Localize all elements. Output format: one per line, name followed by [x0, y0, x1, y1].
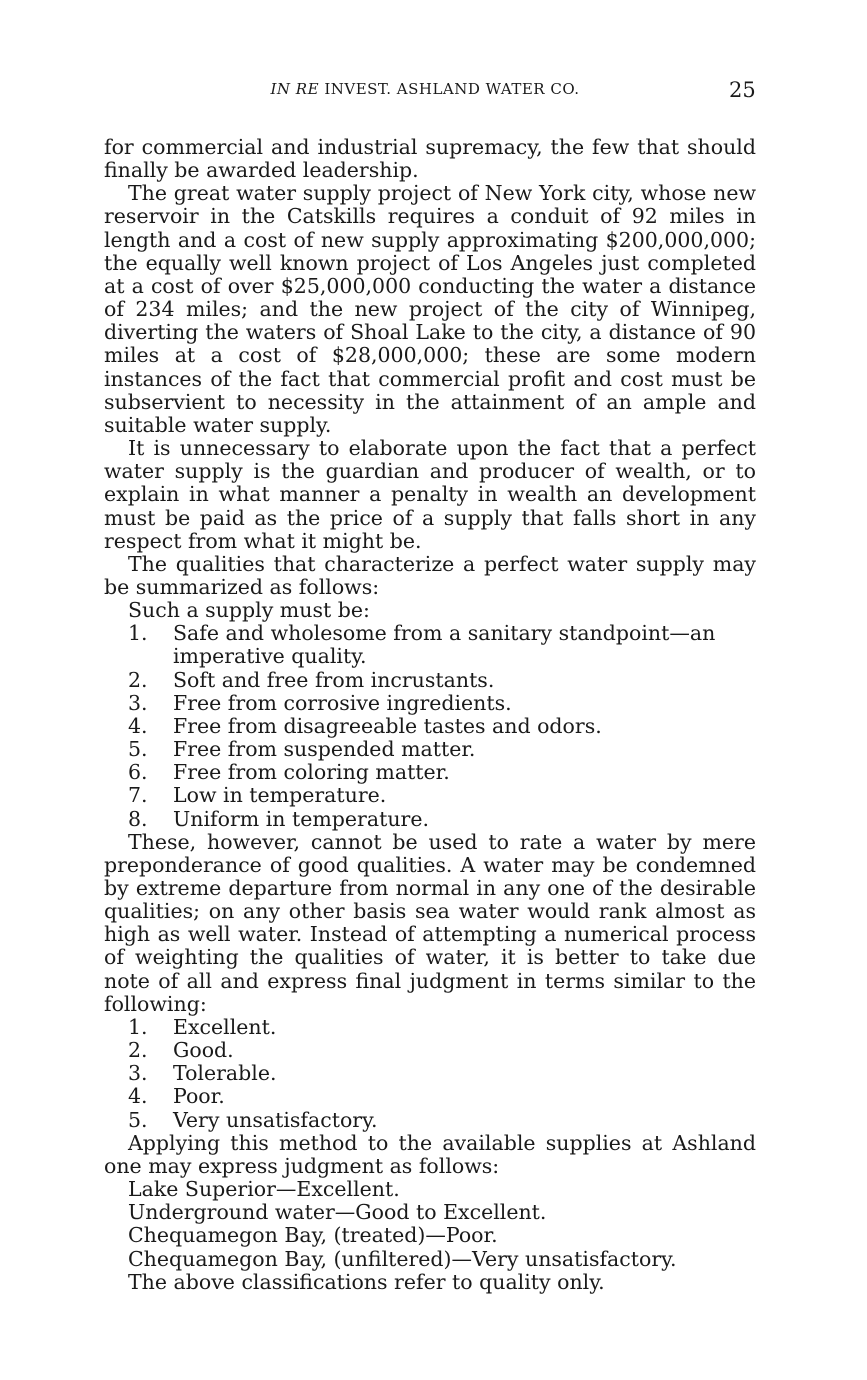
- list-item-text: Tolerable.: [173, 1061, 277, 1086]
- paragraph-qualities-intro: The qualities that characterize a perfect water supply may be summarized as follows:: [104, 551, 756, 599]
- judgment-line: Chequamegon Bay, (unfiltered)—Very unsatisfactory.: [128, 1246, 677, 1271]
- list-item-number: 3.: [128, 690, 148, 715]
- list-item-text: Soft and free from incrustants.: [173, 667, 495, 692]
- list-item-text: Poor.: [173, 1084, 225, 1109]
- list-item-number: 1.: [128, 621, 148, 646]
- list-item-text: Good.: [173, 1038, 234, 1063]
- list-item: [104, 1062, 756, 1085]
- qualities-list: [104, 622, 756, 830]
- list-item: [104, 1016, 756, 1039]
- list-item-text: Safe and wholesome from a sanitary standpoint—an imperative quality.: [173, 621, 716, 669]
- list-item: [104, 622, 756, 668]
- judgment-line: Underground water—Good to Excellent.: [128, 1200, 547, 1225]
- list-item: [104, 808, 756, 831]
- list-item-number: 4.: [128, 1084, 148, 1109]
- page-header: [0, 78, 867, 108]
- paragraph-ashland-judgment: Applying this method to the available supplies at Ashland one may express judgment as follows:: [104, 1130, 756, 1178]
- list-item-text: Low in temperature.: [173, 783, 387, 808]
- list-item: [104, 784, 756, 807]
- paragraph-continuation: for commercial and industrial supremacy, the few that should finally be awarded leadership.: [104, 135, 756, 183]
- list-item: [104, 669, 756, 692]
- list-item: [104, 692, 756, 715]
- judgment-line: Lake Superior—Excellent.: [128, 1177, 400, 1202]
- list-item-number: 1.: [128, 1014, 148, 1039]
- list-item-number: 4.: [128, 713, 148, 738]
- paragraph-water-projects: The great water supply project of New York city, whose new reservoir in the Catskills requires a conduit of 92 miles in length and a cost of new supply approximating $200,000,000; the equally well known project of Los Angeles just completed at a cost of over $25,000,000 conducting the water a distance of 234 miles; and the new project of the city of Winnipeg, diverting the waters of Shoal Lake to the city, a distance of 90 miles at a cost of $28,000,000; these are some modern instances of the fact that commercial profit and cost must be subservient to necessity in the attainment of an ample and suitable water supply.: [104, 181, 756, 437]
- closing-note: The above classifications refer to quality only.: [128, 1269, 605, 1294]
- paragraph-supply-must-be: Such a supply must be:: [128, 598, 370, 623]
- page-body: [104, 136, 756, 1294]
- list-item: [104, 1109, 756, 1132]
- paragraph-perfect-supply: It is unnecessary to elaborate upon the fact that a perfect water supply is the guardian and producer of wealth, or to explain in what manner a penalty in wealth an development must be paid as the price of a supply that falls short in any respect from what it might be.: [104, 436, 756, 553]
- page-number: 25: [729, 78, 756, 102]
- paragraph-rating-method: These, however, cannot be used to rate a water by mere preponderance of good qualities. A water may be condemned by extreme departure from normal in any one of the desirable qualities; on any other basis sea water would rank almost as high as well water. Instead of attempting a numerical process of weighting the qualities of water, it is better to take due note of all and express final judgment in terms similar to the following:: [104, 829, 756, 1016]
- running-head-italic: IN RE: [270, 80, 320, 98]
- list-item-text: Excellent.: [173, 1014, 277, 1039]
- list-item-number: 2.: [128, 1038, 148, 1063]
- list-item: [104, 1085, 756, 1108]
- judgment-line: Chequamegon Bay, (treated)—Poor.: [128, 1223, 498, 1248]
- list-item-number: 5.: [128, 737, 148, 762]
- list-item-number: 8.: [128, 806, 148, 831]
- list-item-text: Free from coloring matter.: [173, 760, 450, 785]
- list-item: [104, 1039, 756, 1062]
- list-item-text: Very unsatisfactory.: [173, 1107, 378, 1132]
- list-item-number: 3.: [128, 1061, 148, 1086]
- list-item-text: Free from disagreeable tastes and odors.: [173, 713, 602, 738]
- running-head-text: INVEST. ASHLAND WATER CO.: [324, 80, 580, 98]
- list-item: [104, 715, 756, 738]
- list-item-number: 5.: [128, 1107, 148, 1132]
- list-item-number: 7.: [128, 783, 148, 808]
- list-item-number: 6.: [128, 760, 148, 785]
- list-item-text: Uniform in temperature.: [173, 806, 429, 831]
- running-head: [240, 80, 610, 98]
- list-item: [104, 738, 756, 761]
- list-item-text: Free from suspended matter.: [173, 737, 476, 762]
- ratings-list: [104, 1016, 756, 1132]
- list-item: [104, 761, 756, 784]
- list-item-text: Free from corrosive ingredients.: [173, 690, 512, 715]
- list-item-number: 2.: [128, 667, 148, 692]
